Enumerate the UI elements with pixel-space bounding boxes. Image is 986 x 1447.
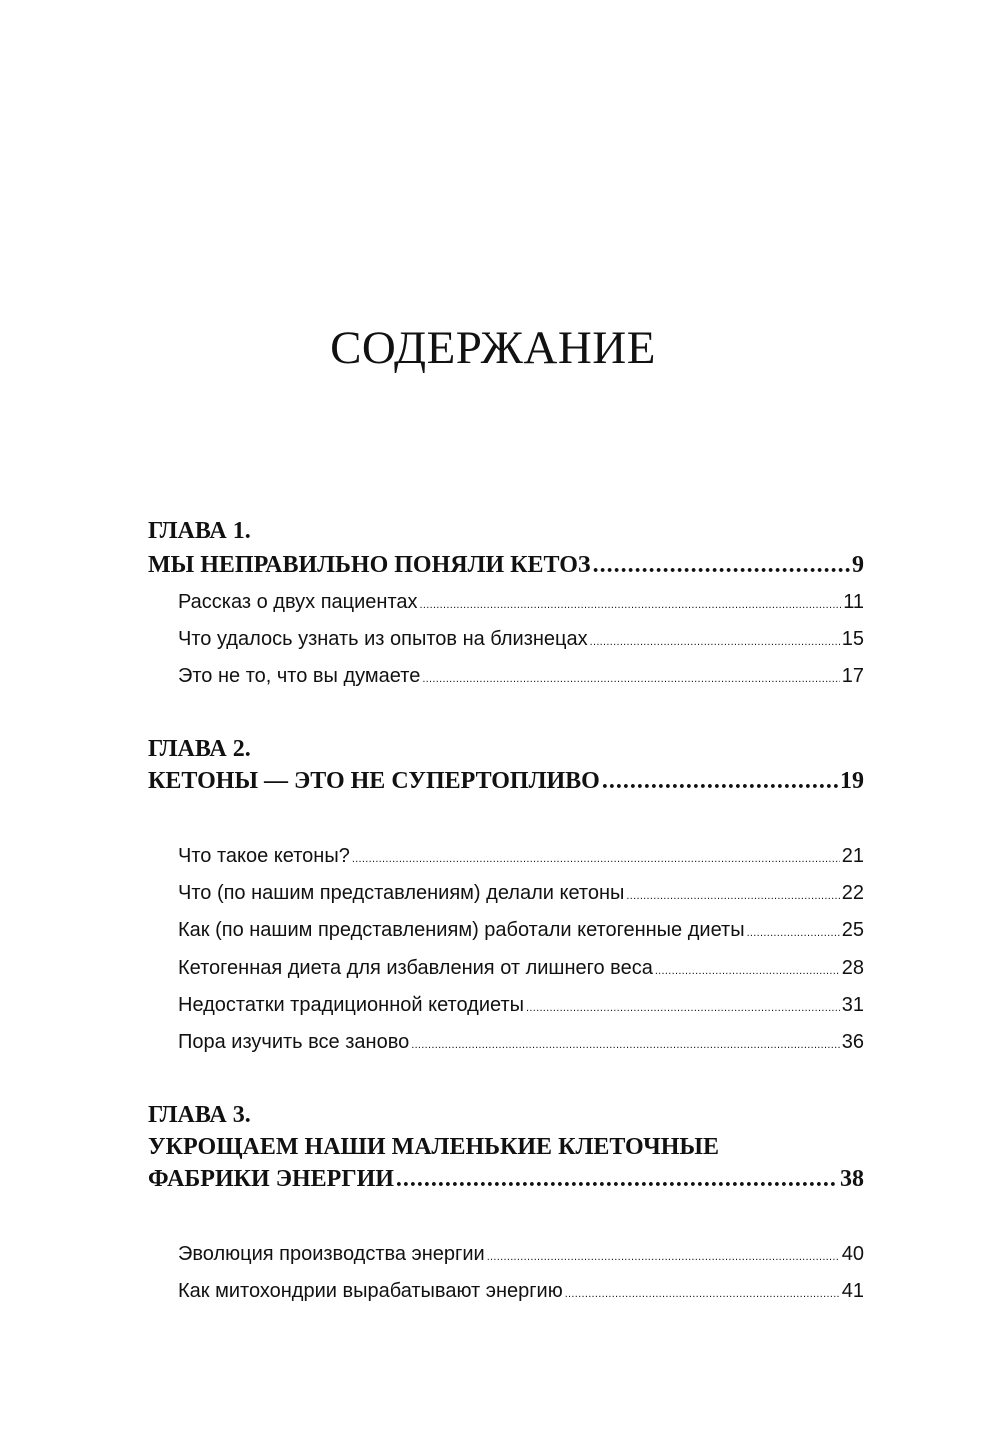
page-number: 38	[840, 1166, 864, 1192]
dot-leader	[487, 1243, 840, 1271]
toc-entry[interactable]	[178, 1277, 864, 1308]
chapter-2-label: ГЛАВА 2.	[148, 736, 251, 762]
page-number: 19	[840, 768, 864, 794]
page-number: 21	[841, 845, 864, 867]
toc-entry[interactable]	[178, 954, 864, 985]
toc-entry[interactable]	[178, 1028, 864, 1059]
chapter-1-title-row[interactable]	[148, 550, 864, 580]
toc-entry[interactable]	[178, 916, 864, 947]
toc-entry[interactable]	[178, 1240, 864, 1271]
dot-leader	[602, 766, 838, 796]
chapter-3-label: ГЛАВА 3.	[148, 1102, 251, 1128]
dot-leader	[526, 994, 840, 1022]
dot-leader	[747, 919, 840, 947]
toc-entry[interactable]	[178, 842, 864, 873]
dot-leader	[655, 957, 840, 985]
page-number: 40	[841, 1243, 864, 1265]
toc-entry[interactable]	[178, 588, 864, 619]
toc-entry[interactable]	[178, 662, 864, 693]
page-number: 9	[852, 552, 864, 578]
entry-title: Как митохондрии вырабатывают энергию	[178, 1280, 563, 1302]
chapter-title: МЫ НЕПРАВИЛЬНО ПОНЯЛИ КЕТОЗ	[148, 552, 591, 578]
page-number: 17	[841, 665, 864, 687]
chapter-title: КЕТОНЫ — ЭТО НЕ СУПЕРТОПЛИВО	[148, 768, 600, 794]
entry-title: Что удалось узнать из опытов на близнецах	[178, 628, 588, 650]
entry-title: Недостатки традиционной кетодиеты	[178, 994, 525, 1016]
page-number: 28	[841, 957, 864, 979]
dot-leader	[626, 882, 839, 910]
dot-leader	[352, 845, 840, 873]
chapter-3-title-line-1: УКРОЩАЕМ НАШИ МАЛЕНЬКИЕ КЛЕТОЧНЫЕ	[148, 1134, 719, 1160]
dot-leader	[396, 1164, 838, 1194]
page-number: 25	[841, 919, 864, 941]
entry-title: Это не то, что вы думаете	[178, 665, 421, 687]
entry-title: Рассказ о двух пациентах	[178, 591, 418, 613]
page-number: 15	[841, 628, 864, 650]
dot-leader	[590, 628, 840, 656]
entry-title: Кетогенная диета для избавления от лишнего веса	[178, 957, 653, 979]
dot-leader	[593, 550, 850, 580]
dot-leader	[411, 1031, 840, 1059]
entry-title: Пора изучить все заново	[178, 1031, 410, 1053]
toc-entry[interactable]	[178, 991, 864, 1022]
page-title: СОДЕРЖАНИЕ	[330, 322, 656, 374]
chapter-2-title-row[interactable]	[148, 766, 864, 796]
page-number: 36	[841, 1031, 864, 1053]
chapter-1-label: ГЛАВА 1.	[148, 518, 251, 544]
dot-leader	[565, 1280, 840, 1308]
entry-title: Как (по нашим представлениям) работали кетогенные диеты	[178, 919, 745, 941]
page-number: 11	[843, 591, 864, 613]
page-number: 31	[841, 994, 864, 1016]
entry-title: Что такое кетоны?	[178, 845, 350, 867]
entry-title: Что (по нашим представлениям) делали кетоны	[178, 882, 625, 904]
chapter-3-title-row[interactable]	[148, 1164, 864, 1194]
dot-leader	[420, 591, 842, 619]
chapter-title: ФАБРИКИ ЭНЕРГИИ	[148, 1166, 394, 1192]
toc-entry[interactable]	[178, 879, 864, 910]
page-number: 22	[841, 882, 864, 904]
dot-leader	[422, 665, 839, 693]
toc-entry[interactable]	[178, 625, 864, 656]
entry-title: Эволюция производства энергии	[178, 1243, 485, 1265]
page-number: 41	[841, 1280, 864, 1302]
